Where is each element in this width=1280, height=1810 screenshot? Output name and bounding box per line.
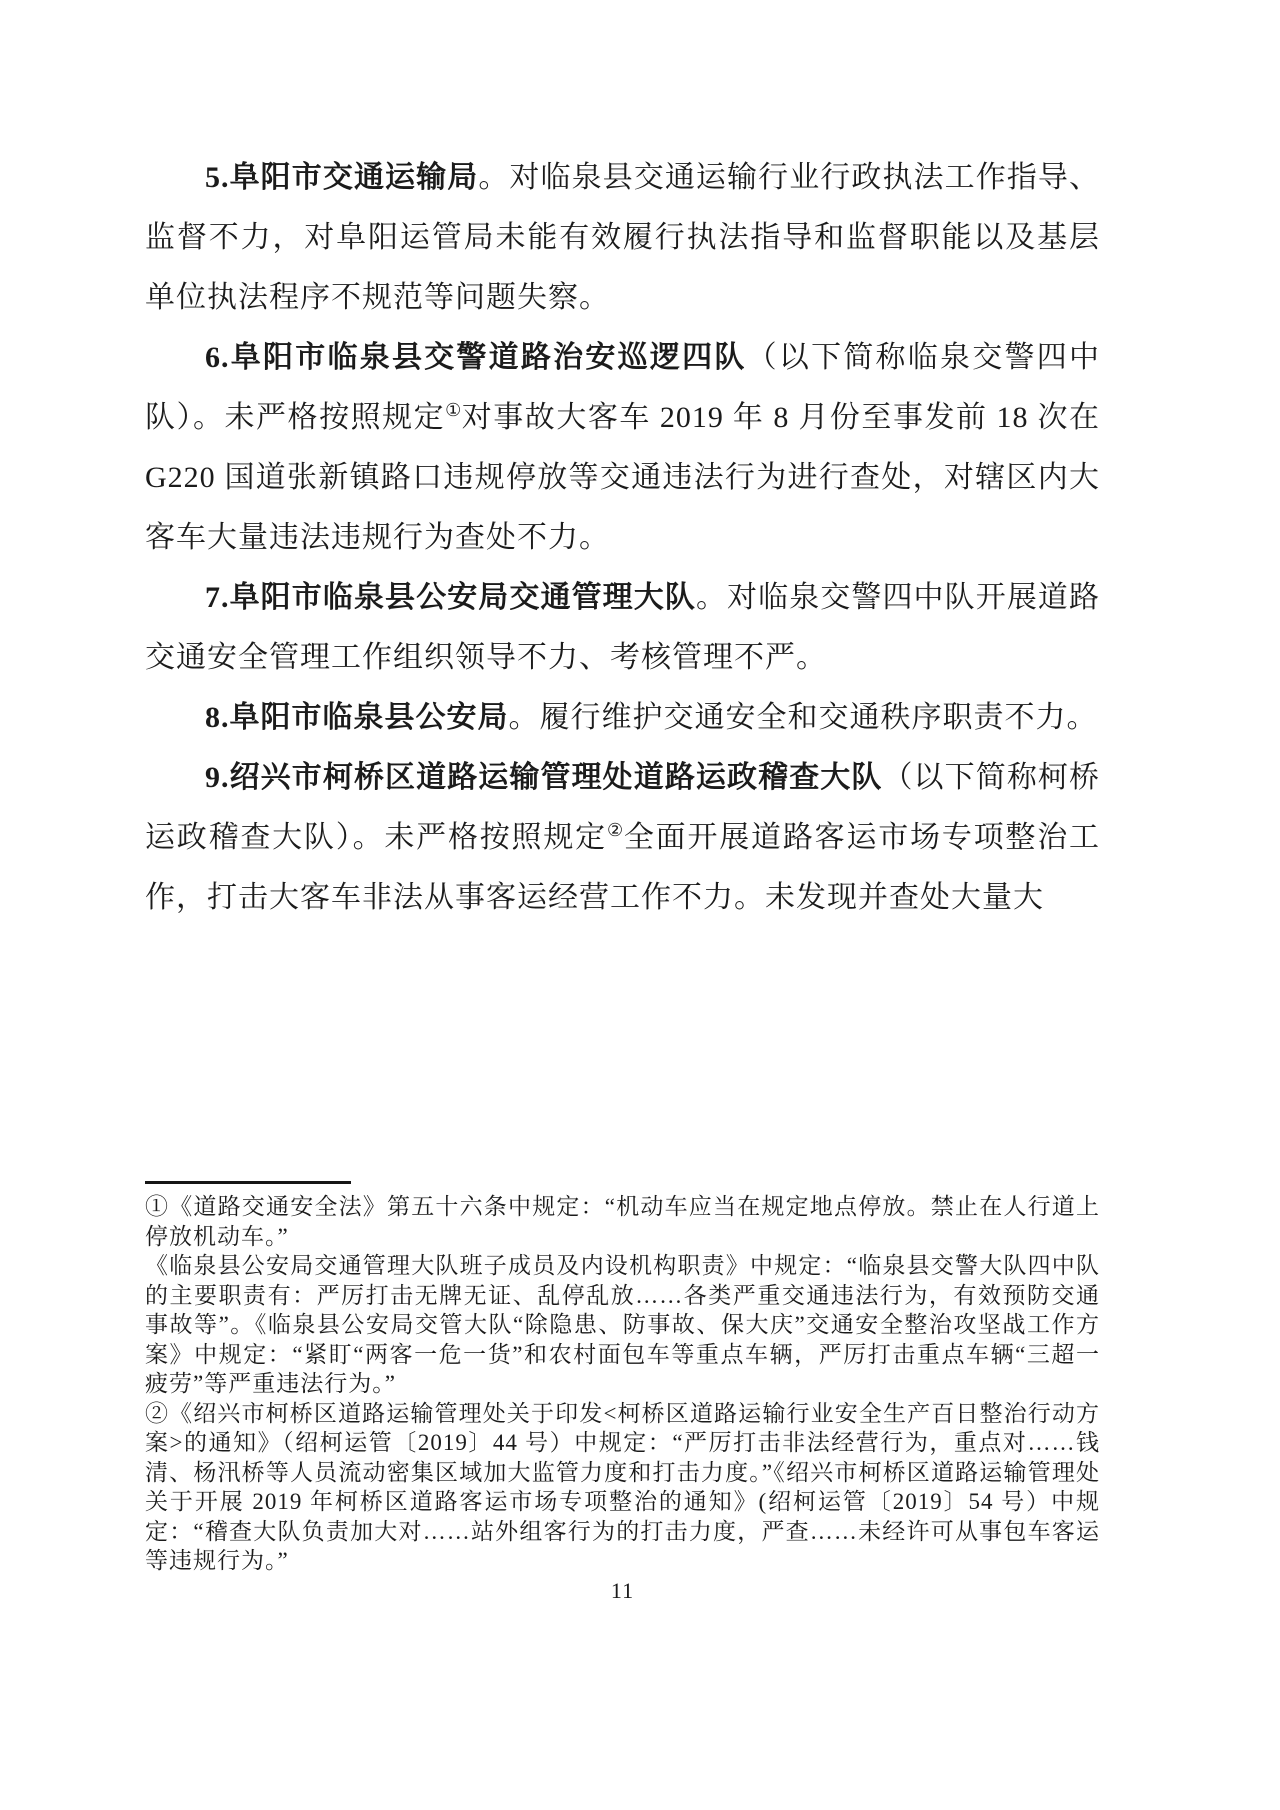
paragraph-9: [145, 748, 1100, 928]
paragraph-9-text: 全面开展道路客运市场专项整治工作，打击大客车非法从事客运经营工作不力。未发现并查处大量大: [145, 821, 1101, 914]
page-number: 11: [610, 1578, 635, 1603]
paragraph-9-pre: （以下简称柯桥运政稽查大队）。未严格按照规定: [145, 761, 1101, 854]
footnote-separator: [145, 1181, 351, 1184]
paragraph-9-heading: 9.绍兴市柯桥区道路运输管理处道路运政稽查大队: [205, 761, 883, 794]
paragraph-7: [145, 568, 1100, 688]
paragraph-5-text: 。对临泉县交通运输行业行政执法工作指导、监督不力，对阜阳运管局未能有效履行执法指导和监督职能以及基层单位执法程序不规范等问题失察。: [145, 161, 1101, 314]
footnotes: [145, 1192, 1100, 1576]
footnote-ref-1-icon: ①: [445, 400, 462, 420]
paragraph-7-heading: 7.阜阳市临泉县公安局交通管理大队: [205, 581, 696, 614]
paragraph-8: [145, 688, 1100, 748]
paragraph-6: [145, 328, 1100, 568]
paragraph-8-text: 。履行维护交通安全和交通秩序职责不力。: [508, 701, 1098, 734]
paragraph-5-heading: 5.阜阳市交通运输局: [205, 161, 479, 194]
footnote-1-part-1: ①《道路交通安全法》第五十六条中规定：“机动车应当在规定地点停放。禁止在人行道上停放机动车。”: [145, 1194, 1100, 1249]
footnote-ref-2-icon: ②: [606, 820, 624, 840]
paragraph-6-pre: （以下简称临泉交警四中队）。未严格按照规定: [145, 341, 1101, 434]
paragraph-6-text: 对事故大客车 2019 年 8 月份至事发前 18 次在 G220 国道张新镇路口违规停放等交通违法行为进行查处，对辖区内大客车大量违法违规行为查处不力。: [145, 401, 1101, 554]
footnote-1-part-2: 《临泉县公安局交通管理大队班子成员及内设机构职责》中规定：“临泉县交警大队四中队的主要职责有：严厉打击无牌无证、乱停乱放……各类严重交通违法行为，有效预防交通事故等”。《临泉县公安局交管大队“除隐患、防事故、保大庆”交通安全整治攻坚战工作方案》中规定：“紧盯“两客一危一货”和农村面包车等重点车辆，严厉打击重点车辆“三超一疲劳”等严重违法行为。”: [145, 1253, 1100, 1396]
paragraph-8-heading: 8.阜阳市临泉县公安局: [205, 701, 509, 734]
paragraph-5: [145, 148, 1100, 328]
paragraph-7-text: 。对临泉交警四中队开展道路交通安全管理工作组织领导不力、考核管理不严。: [145, 581, 1101, 674]
footnote-2: ②《绍兴市柯桥区道路运输管理处关于印发<柯桥区道路运输行业安全生产百日整治行动方案>的通知》（绍柯运管〔2019〕44 号）中规定：“严厉打击非法经营行为，重点对……钱清、杨汛桥等人员流动密集区域加大监管力度和打击力度。”《绍兴市柯桥区道路运输管理处关于开展 2019 年柯桥区道路客运市场专项整治的通知》(绍柯运管〔2019〕54 号）中规定：“稽查大队负责加大对……站外组客行为的打击力度，严查……未经许可从事包车客运等违规行为。”: [145, 1400, 1100, 1573]
paragraph-6-heading: 6.阜阳市临泉县交警道路治安巡逻四队: [205, 341, 747, 374]
body-text: [145, 148, 1100, 928]
